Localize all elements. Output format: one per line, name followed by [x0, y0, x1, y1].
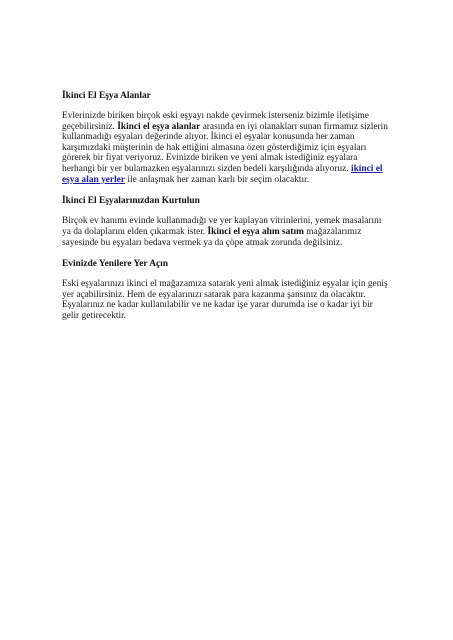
bold-keyword: İkinci el eşya alım satım	[207, 226, 304, 237]
section-paragraph-2	[62, 216, 392, 248]
paragraph-text: Evlerinizde biriken birçok eski eşyayı nakde çevirmek isterseniz bizimle iletişime geçebilirsiniz.	[62, 111, 369, 132]
paragraph-text: arasında en iyi olanakları sunan firmamız sizlerin kullanmadığı eşyaları değerinde alıyor. İkinci el eşyalar konusunda her zaman karşımızdaki müşterinin de hak ettiğini almasına özen gösterdiğimiz için eşyaları görerek bir fiyat veriyoruz. Evinizde biriken ve yeni almak istediğiniz eşyalara herhangi bir yer bulamazken eşyalarınızı sizden bedeli karşılığında alıyoruz.	[62, 121, 388, 175]
section-heading-ikinci-el-esya-alanlar: İkinci El Eşya Alanlar	[62, 91, 151, 101]
section-heading-ikinci-el-esyalarinizdan-kurtulun: İkinci El Eşyalarınızdan Kurtulun	[62, 196, 200, 207]
ikinci-el-esya-alan-yerler-link[interactable]: ikinci el eşya alan yerler	[62, 164, 383, 185]
paragraph-text: ile anlaşmak her zaman karlı bir seçim olacaktır.	[125, 174, 310, 185]
paragraph-text: Eski eşyalarınızı ikinci el mağazamıza satarak yeni almak istediğiniz eşyalar için geniş yer açabilirsiniz. Hem de eşyalarınızı satarak para kazanma şansınız da olacaktır. Eşyalarınız ne kadar kullanılabilir ve ne kadar işe yarar durumda ise o kadar iyi bir gelir getirecektir.	[62, 279, 388, 321]
section-paragraph-3	[62, 279, 392, 321]
paragraph-text: mağazalarımız sayesinde bu eşyaları bedava vermek ya da çöpe atmak zorunda değilsiniz.	[62, 226, 362, 248]
bold-keyword: İkinci el eşya alanlar	[117, 121, 201, 132]
section-heading-evinizde-yenilere-yer-acin: Evinizde Yenilere Yer Açın	[62, 259, 168, 270]
document-content	[62, 91, 392, 333]
section-paragraph-1	[62, 111, 392, 185]
paragraph-text: Birçok ev hanımı evinde kullanmadığı ve yer kaplayan vitrinlerini, yemek masalarını ya da dolaplarını elden çıkarmak ister.	[62, 216, 382, 237]
